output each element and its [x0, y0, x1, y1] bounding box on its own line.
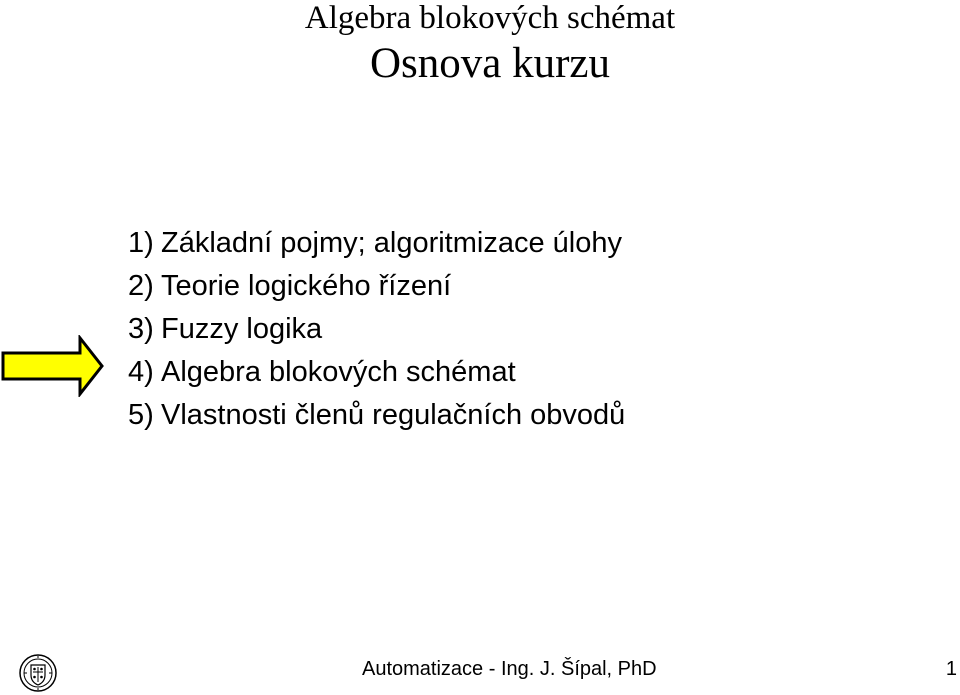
outline-item-1 [128, 223, 625, 266]
outline-item-number: 4) [128, 356, 154, 388]
outline-item-2 [128, 266, 625, 309]
outline-item-number: 5) [128, 399, 154, 431]
course-outline [128, 223, 625, 438]
outline-item-text: Teorie logického řízení [161, 270, 452, 302]
outline-item-text: Algebra blokových schémat [161, 356, 516, 388]
outline-item-number: 1) [128, 227, 154, 259]
slide-title: Algebra blokových schémat [304, 0, 676, 36]
outline-item-3 [128, 309, 625, 352]
outline-item-5 [128, 395, 625, 438]
outline-item-text: Vlastnosti členů regulačních obvodů [161, 399, 626, 431]
outline-item-text: Fuzzy logika [161, 313, 323, 345]
university-seal-icon [18, 653, 58, 693]
outline-item-number: 2) [128, 270, 154, 302]
outline-item-text: Základní pojmy; algoritmizace úlohy [161, 227, 622, 259]
right-arrow-icon [0, 335, 106, 397]
outline-item-number: 3) [128, 313, 154, 345]
page-number: 1 [945, 658, 957, 680]
outline-item-4 [128, 352, 625, 395]
slide-subtitle: Osnova kurzu [369, 40, 611, 87]
footer-text: Automatizace - Ing. J. Šípal, PhD [362, 658, 657, 680]
